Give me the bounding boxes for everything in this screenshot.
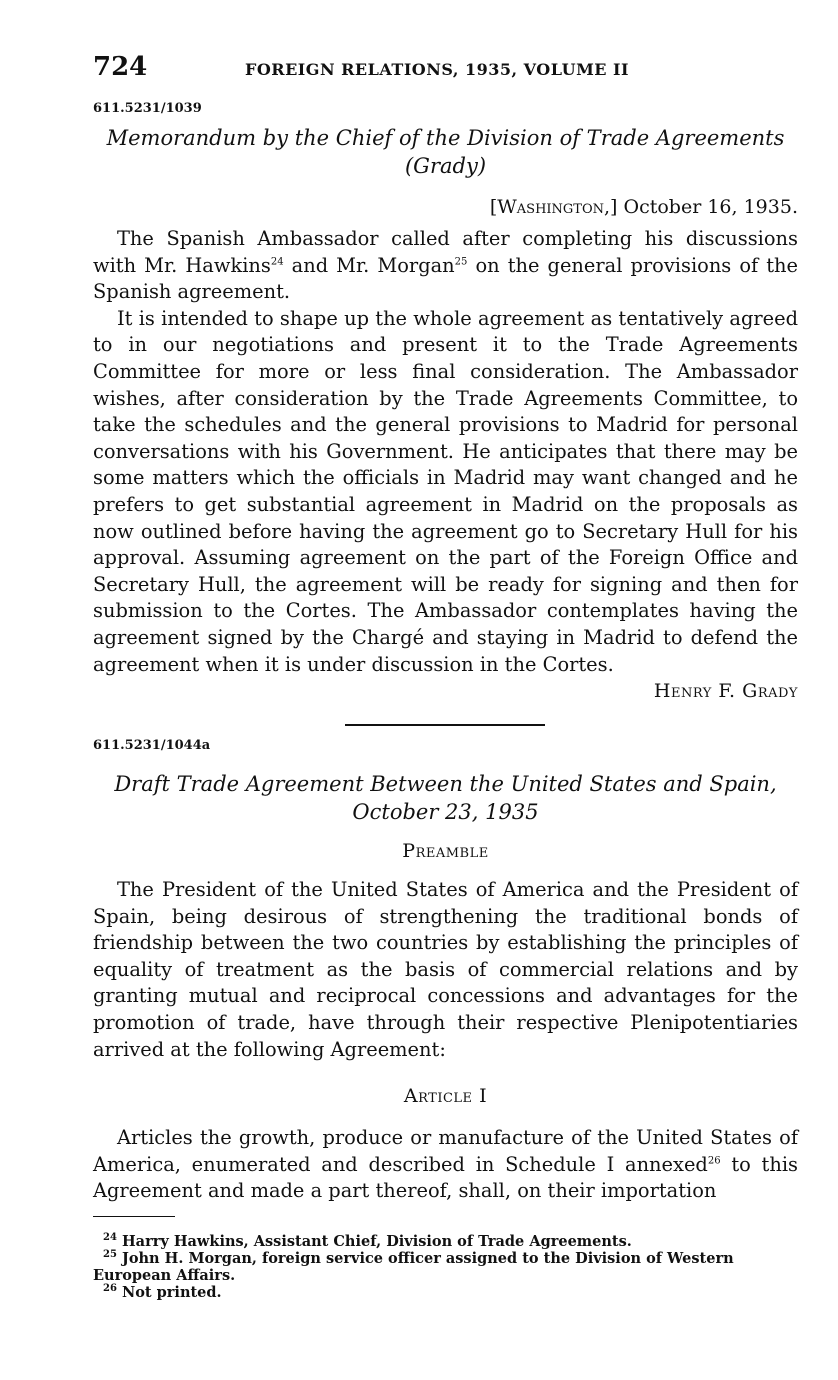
preamble-heading: Preamble [402, 840, 489, 862]
footnote-marker: 24 [103, 1232, 117, 1244]
article-heading: Article I [403, 1085, 488, 1107]
preamble-body [93, 877, 798, 1063]
footnote-ref-25: 25 [454, 256, 468, 268]
footnote-26 [93, 1284, 798, 1301]
memo-p1-text-a: The Spanish Ambassador called after completing his discussions with Mr. Hawkins [93, 227, 798, 277]
draft-file-number: 611.5231/1044a [93, 738, 211, 753]
article-paragraph [93, 1125, 798, 1205]
memo-signature: Henry F. Grady [653, 680, 798, 702]
memo-dateline [93, 196, 798, 218]
footnote-ref-24: 24 [270, 256, 284, 268]
footnote-25 [93, 1250, 798, 1284]
footnote-ref-26: 26 [707, 1155, 721, 1167]
draft-title-line1: Draft Trade Agreement Between the United States and Spain, [114, 772, 777, 796]
article-body [93, 1125, 798, 1205]
footnote-text: Not printed. [121, 1284, 222, 1301]
page-header [93, 52, 798, 86]
memo-title-line1: Memorandum by the Chief of the Division of Trade Agreements [106, 126, 785, 150]
memo-p1-text-b: and Mr. Morgan [283, 253, 455, 277]
footnote-text: John H. Morgan, foreign service officer assigned to the Division of Western European Affairs. [93, 1250, 734, 1284]
memo-paragraph-2: It is intended to shape up the whole agreement as tentatively agreed to in our negotiations and present it to the Trade Agreements Committee for more or less final consideration. The Ambassador wishes, after consideration by the Trade Agreements Committee, to take the schedules and the general provisions to Madrid for personal conversations with his Government. He anticipates that there may be some matters which the officials in Madrid may want changed and he prefers to get substantial agreement in Madrid on the proposals as now outlined before having the agreement go to Secretary Hull for his approval. Assuming agreement on the part of the Foreign Office and Secretary Hull, the agreement will be ready for signing and then for submission to the Cortes. The Ambassador contemplates having the agreement signed by the Chargé and staying in Madrid to defend the agreement when it is under discussion in the Cortes. [93, 306, 798, 676]
memo-file-number: 611.5231/1039 [93, 101, 202, 116]
section-divider [345, 724, 545, 726]
draft-title-line2: October 23, 1935 [352, 800, 539, 824]
article-text-a: Articles the growth, produce or manufacture of the United States of America, enumerated and described in Schedule I annexed [93, 1126, 798, 1176]
page-number: 724 [93, 52, 148, 82]
preamble-paragraph: The President of the United States of America and the President of Spain, being desirous of strengthening the traditional bonds of friendship between the two countries by establishing the principles of equality of treatment as the basis of commercial relations and by granting mutual and reciprocal concessions and advantages for the promotion of trade, have through their respective Plenipotentiaries arrived at the following Agreement: [93, 878, 798, 1061]
footnote-rule [93, 1216, 175, 1217]
memo-title-line2: (Grady) [404, 154, 487, 178]
memo-paragraph-1 [93, 226, 798, 306]
draft-title [93, 770, 798, 826]
dateline-place: [Washington,] [489, 196, 618, 218]
running-head: FOREIGN RELATIONS, 1935, VOLUME II [245, 60, 630, 79]
memo-p1-text-c: on the general provisions of the Spanish agreement. [93, 253, 799, 304]
dateline-date: October 16, 1935. [623, 196, 798, 218]
footnote-marker: 25 [103, 1249, 117, 1261]
memo-title [93, 124, 798, 180]
footnotes [93, 1233, 798, 1301]
memo-body [93, 226, 798, 678]
footnote-marker: 26 [103, 1283, 117, 1295]
footnote-24 [93, 1233, 798, 1250]
article-text-b: to this Agreement and made a part thereof, shall, on their importation [93, 1152, 798, 1203]
footnote-text: Harry Hawkins, Assistant Chief, Division of Trade Agreements. [121, 1233, 632, 1250]
